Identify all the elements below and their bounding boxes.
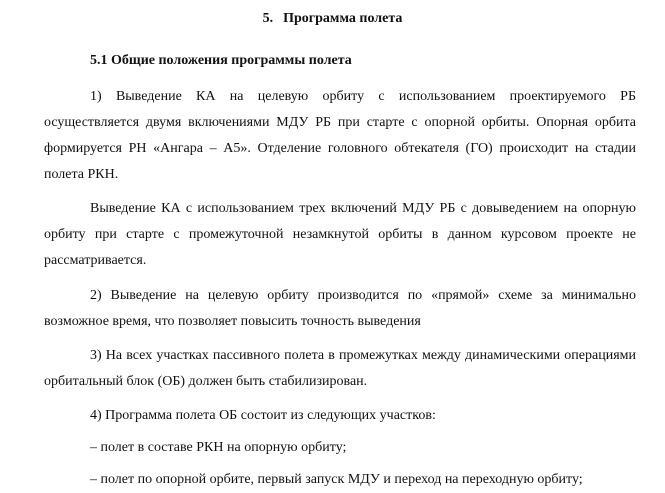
paragraph-2: Выведение КА с использованием трех включений МДУ РБ с довыведением на опорную орбиту при старте с промежуточной незамкнутой орбиты в данном курсовом проекте не рассматривается. — [44, 201, 636, 268]
paragraph-4: 3) На всех участках пассивного полета в промежутках между динамическими операциями орбитальный блок (ОБ) должен быть стабилизирован. — [44, 348, 636, 389]
section-heading — [0, 10, 665, 28]
list-item: – полет в составе РКН на опорную орбиту; — [90, 440, 347, 455]
program-intro: 4) Программа полета ОБ состоит из следующих участков: — [90, 408, 436, 423]
section-title: Программа полета — [283, 11, 403, 26]
paragraph-1: 1) Выведение КА на целевую орбиту с использованием проектируемого РБ осуществляется двумя включениями МДУ РБ при старте с опорной орбиты. Опорная орбита формируется РН «Ангара – А5». Отделение головного обтекателя (ГО) происходит на стадии полета РКН. — [44, 89, 636, 182]
list-item: – полет по опорной орбите, первый запуск МДУ и переход на переходную орбиту; — [90, 472, 583, 487]
section-number: 5. — [262, 11, 274, 26]
subsection-heading: 5.1 Общие положения программы полета — [90, 53, 352, 68]
paragraph-3: 2) Выведение на целевую орбиту производится по «прямой» схеме за минимально возможное время, что позволяет повысить точность выведения — [44, 288, 636, 329]
